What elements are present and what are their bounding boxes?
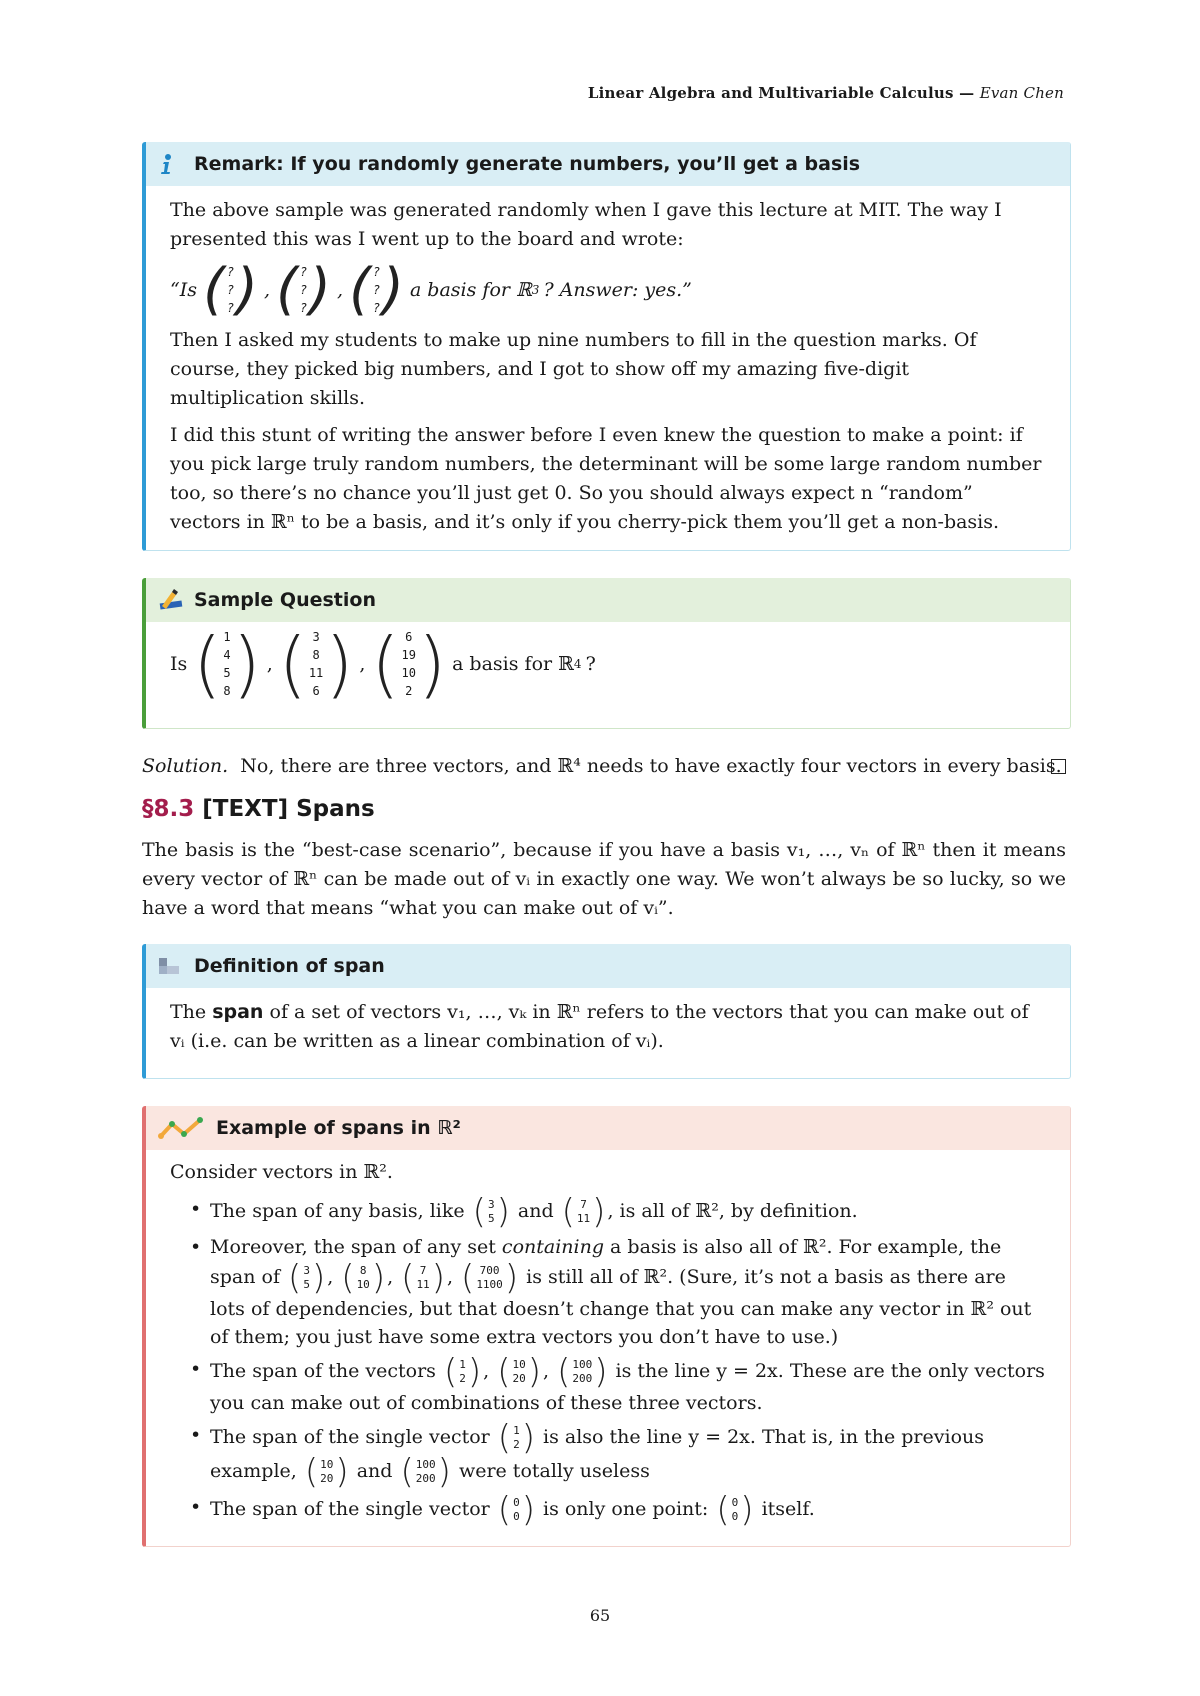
sample-vector-3: ( 6 19 10 2 )	[371, 622, 447, 706]
sample-vector-2: ( 3 8 11 6 )	[278, 622, 354, 706]
remark-box	[142, 142, 1071, 551]
sample-question-box: Sample Question Is ( 1 4 5 8 ) , ( 3 8 11 6 ) , ( 6 19 10 2 ) a basis for ℝ 4 ?	[142, 578, 1071, 729]
definition-header	[146, 944, 1070, 988]
remark-p2: Then I asked my students to make up nine numbers to fill in the question marks. Of course, they picked big numbers, and I got to show off my amazing five-digit multiplication skills.	[170, 329, 977, 409]
solution: Solution. No, there are three vectors, and ℝ⁴ needs to have exactly four vectors in every basis.	[142, 752, 1066, 780]
question-vector-2: ( ? ? ? )	[275, 257, 331, 322]
remark-title: Remark: If you randomly generate numbers, you’ll get a basis	[194, 153, 861, 175]
sample-header	[146, 578, 1070, 622]
sample-vector-1: ( 1 4 5 8 )	[193, 622, 261, 706]
example-title: Example of spans in ℝ²	[216, 1117, 461, 1139]
remark-quote: “Is ( ? ? ? ) , ( ? ? ? ) , ( ? ? ? ) a basis for ℝ 3 ? Answer: yes.”	[170, 257, 692, 322]
definition-text: The span of a set of vectors v₁, …, vₖ in ℝⁿ refers to the vectors that you can make out of vᵢ (i.e. can be written as a linear combination of vᵢ).	[170, 1001, 1029, 1052]
chart-line-icon	[158, 1116, 216, 1140]
info-icon	[158, 153, 194, 175]
list-item: • The span of the single vector ( 0 0 ) is only one point: ( 0 0 ) itself.	[188, 1493, 1046, 1527]
definition-title: Definition of span	[194, 955, 385, 977]
sample-title: Sample Question	[194, 589, 376, 611]
section-heading: §8.3 [TEXT] Spans	[142, 796, 375, 822]
list-item: • The span of any basis, like ( 3 5 ) and ( 7 11 ) , is all of ℝ², by definition.	[188, 1195, 1046, 1229]
list-item: • The span of the vectors ( 1 2 ) , ( 10 20 ) , ( 100 200 ) is the line y = 2x. These are the only vectors you can make out of combinations of these three vectors.	[188, 1355, 1046, 1417]
list-item: • Moreover, the span of any set containing a basis is also all of ℝ². For example, the span of ( 3 5 ) , ( 8 10 ) , ( 7 11 ) , ( 700 1100 ) is still all of ℝ². (Sure, it’s not a basis as there are lots of dependencies, but that doesn’t change that you can make any vector in ℝ² out of them; you just have some extra vectors you don’t have to use.)	[188, 1233, 1046, 1351]
qed-square-icon	[1051, 759, 1066, 774]
example-header	[146, 1106, 1070, 1150]
question-vector-1: ( ? ? ? )	[202, 257, 258, 322]
example-intro: Consider vectors in ℝ².	[170, 1161, 393, 1183]
remark-p3: I did this stunt of writing the answer before I even knew the question to make a point: if you pick large truly random numbers, the determinant will be some large random number too, so there’s no chance you’ll just get 0. So you should always expect n “random” vectors in ℝⁿ to be a basis, and it’s only if you cherry-pick them you’ll get a non-basis.	[170, 424, 1042, 533]
example-box	[142, 1106, 1071, 1547]
pencil-ruler-icon	[158, 588, 194, 612]
page-number: 65	[589, 1606, 611, 1625]
example-list	[170, 1192, 1046, 1530]
blocks-icon	[158, 957, 194, 975]
question-vector-3: ( ? ? ? )	[348, 257, 404, 322]
remark-header	[146, 142, 1070, 186]
running-header: Linear Algebra and Multivariable Calculus — Evan Chen	[587, 84, 1064, 102]
remark-p1: The above sample was generated randomly when I gave this lecture at MIT. The way I presented this was I went up to the board and wrote:	[170, 199, 1002, 250]
definition-box	[142, 944, 1071, 1079]
intro-paragraph: The basis is the “best-case scenario”, because if you have a basis v₁, …, vₙ of ℝⁿ then it means every vector of ℝⁿ can be made out of vᵢ in exactly one way. We won’t always be so lucky, so we have a word that means “what you can make out of vᵢ”.	[142, 839, 1066, 919]
list-item: • The span of the single vector ( 1 2 ) is also the line y = 2x. That is, in the previous example, ( 10 20 ) and ( 100 200 ) were totally useless	[188, 1421, 1046, 1489]
